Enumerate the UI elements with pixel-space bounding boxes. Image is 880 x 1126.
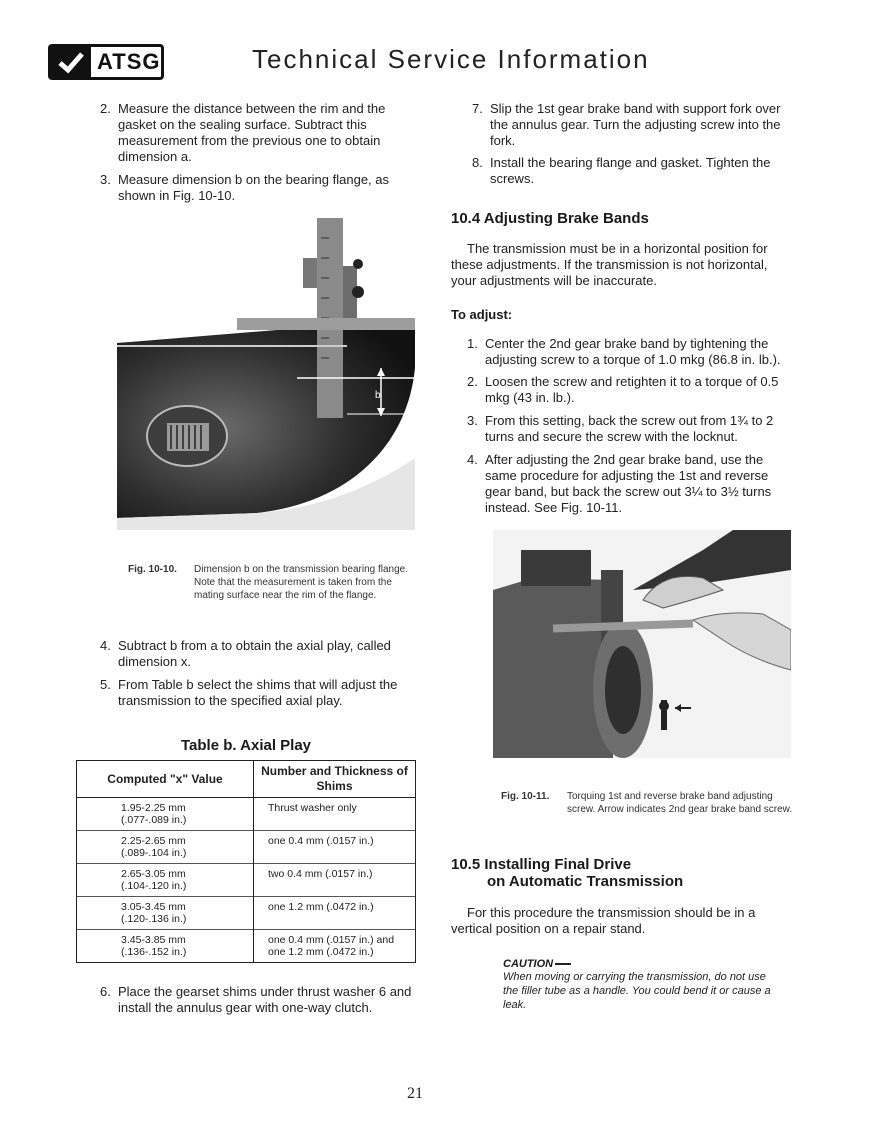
item-text: Measure dimension b on the bearing flange, as shown in Fig. 10-10. [118,172,390,203]
table-row [77,930,416,963]
list-item [100,677,418,709]
table-row [77,897,416,930]
list-item [467,452,793,516]
section-heading-10-5 [451,856,683,890]
item-text: After adjusting the 2nd gear brake band, use the same procedure for adjusting the 1st and reverse gear band, but back the screw out 3¼ to 3½ turns instead. See Fig. 10-11. [485,452,772,515]
item-text: Install the bearing flange and gasket. Tighten the screws. [490,155,771,186]
caption-label: Fig. 10-10. [128,564,177,575]
figure-10-11-caption [501,790,793,816]
table-cell: 2.25-2.65 mm (.089-.104 in.) [77,831,254,864]
caution-note [503,958,783,1012]
list-item [472,155,792,187]
logo-text: ATSG [97,49,161,74]
table-cell: one 0.4 mm (.0157 in.) and one 1.2 mm (.0472 in.) [254,930,416,963]
checkmark-icon [51,47,91,77]
list-item [472,101,792,149]
section-10-4-paragraph: The transmission must be in a horizontal position for these adjustments. If the transmission is not horizontal, your adjustments will be inaccurate. [451,241,768,288]
item-text: From Table b select the shims that will adjust the transmission to the specified axial play. [118,677,398,708]
figure-10-10-caption [128,563,418,602]
item-number: 7. [472,101,483,116]
table-cell: one 1.2 mm (.0472 in.) [254,897,416,930]
figure-10-10-photo [117,218,415,530]
to-adjust-label: To adjust: [451,307,513,322]
section-heading-10-4: 10.4 Adjusting Brake Bands [451,210,649,227]
bearing-flange-illustration [117,218,415,530]
item-number: 2. [467,374,478,389]
list-item [467,374,793,406]
caution-text: When moving or carrying the transmission, do not use the filler tube as a handle. You could bend it or cause a leak. [503,971,771,1011]
list-item [467,413,793,445]
item-text: From this setting, back the screw out from 1¾ to 2 turns and secure the screw with the locknut. [485,413,774,444]
item-number: 8. [472,155,483,170]
column-header: Number and Thickness of Shims [254,761,416,798]
axial-play-table [76,760,416,963]
item-number: 4. [467,452,478,467]
page-number: 21 [407,1085,423,1102]
item-number: 1. [467,336,478,351]
list-item [100,984,418,1016]
item-text: Center the 2nd gear brake band by tightening the adjusting screw to a torque of 1.0 mkg (86.8 in. lb.). [485,336,781,367]
list-item [467,336,793,368]
list-item [100,638,418,670]
list-item [100,172,418,204]
item-number: 5. [100,677,111,692]
item-number: 2. [100,101,111,116]
caption-text: Torquing 1st and reverse brake band adjusting screw. Arrow indicates 2nd gear brake band screw. [567,791,793,815]
table-cell: 2.65-3.05 mm (.104-.120 in.) [77,864,254,897]
table-cell: 3.45-3.85 mm (.136-.152 in.) [77,930,254,963]
caution-rule [555,963,571,965]
dimension-b-label: b [375,390,381,401]
item-text: Measure the distance between the rim and the gasket on the sealing surface. Subtract this measurement from the previous one to obtain dimension a. [118,101,386,164]
table-title: Table b. Axial Play [180,737,312,754]
item-text: Subtract b from a to obtain the axial play, called dimension x. [118,638,391,669]
column-header: Computed "x" Value [77,761,254,798]
item-number: 4. [100,638,111,653]
item-number: 3. [100,172,111,187]
item-number: 3. [467,413,478,428]
figure-10-11-photo [493,530,791,758]
section-title-line: 10.5 Installing Final Drive [451,856,632,873]
section-title-line: on Automatic Transmission [487,873,684,890]
item-text: Slip the 1st gear brake band with support fork over the annulus gear. Turn the adjusting screw into the fork. [490,101,781,148]
caption-label: Fig. 10-11. [501,791,550,802]
table-cell: 1.95-2.25 mm (.077-.089 in.) [77,798,254,831]
item-text: Loosen the screw and retighten it to a torque of 0.5 mkg (43 in. lb.). [485,374,779,405]
caption-text: Dimension b on the transmission bearing flange. Note that the measurement is taken from the mating surface near the rim of the flange. [194,564,409,601]
table-row [77,831,416,864]
page-title: Technical Service Information [252,44,650,74]
caution-title: CAUTION [503,958,554,970]
table-row [77,864,416,897]
item-text: Place the gearset shims under thrust washer 6 and install the annulus gear with one-way clutch. [118,984,412,1015]
brake-band-torquing-illustration [493,530,791,758]
item-number: 6. [100,984,111,999]
atsg-logo [48,44,164,80]
table-row [77,798,416,831]
table-cell: one 0.4 mm (.0157 in.) [254,831,416,864]
section-10-5-paragraph: For this procedure the transmission should be in a vertical position on a repair stand. [451,905,756,936]
list-item [100,101,418,165]
table-cell: two 0.4 mm (.0157 in.) [254,864,416,897]
table-cell: Thrust washer only [254,798,416,831]
table-cell: 3.05-3.45 mm (.120-.136 in.) [77,897,254,930]
